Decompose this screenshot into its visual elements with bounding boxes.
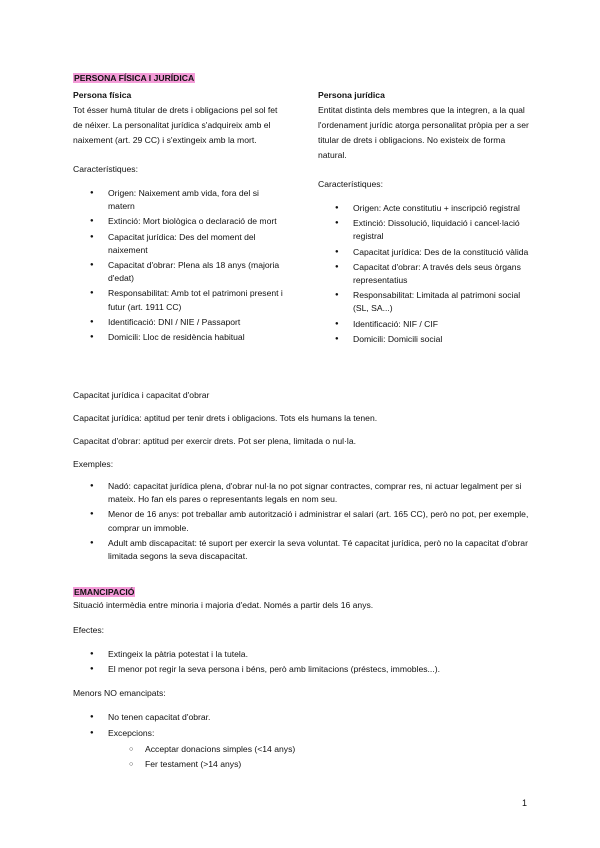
list-item: ● Origen: Naixement amb vida, fora del si matern <box>73 187 288 213</box>
list-item: ● Responsabilitat: Limitada al patrimoni social (SL, SA...) <box>318 289 533 315</box>
list-item: ● Domicili: Lloc de residència habitual <box>73 331 288 344</box>
list-item: ● Nadó: capacitat jurídica plena, d'obrar nul·la no pot signar contractes, comprar res, ni actuar legalment per si mateix. Ho fan els pares o representants legals en nom seu. <box>73 480 533 506</box>
list-item: ● Excepcions: <box>73 727 533 740</box>
list-item: ● Capacitat jurídica: Des del moment del naixement <box>73 231 288 257</box>
list-item: ● Menor de 16 anys: pot treballar amb autorització i administrar el salari (art. 165 CC), però no pot, per exemple, comprar un immoble. <box>73 508 533 534</box>
minors-list <box>73 711 533 739</box>
capacitat-juridica-text: Capacitat jurídica: aptitud per tenir drets i obligacions. Tots els humans la tenen. <box>73 413 378 423</box>
persona-juridica-definition: Entitat distinta dels membres que la integren, a la qual l'ordenament jurídic atorga personalitat pròpia per a ser titular de drets i obligacions. No existeix de forma natural. <box>318 105 529 160</box>
characteristics-label: Característiques: <box>73 164 138 174</box>
effects-list <box>73 648 533 676</box>
persona-fisica-list <box>73 187 288 344</box>
list-item: ● Extinció: Dissolució, liquidació i cancel·lació registral <box>318 217 533 243</box>
persona-juridica-title: Persona jurídica <box>318 90 385 100</box>
list-item: ● Origen: Acte constitutiu + inscripció registral <box>318 202 533 215</box>
persona-juridica-list <box>318 202 533 346</box>
capacitat-obrar-text: Capacitat d'obrar: aptitud per exercir drets. Pot ser plena, limitada o nul·la. <box>73 436 356 446</box>
effects-label: Efectes: <box>73 625 105 635</box>
examples-label: Exemples: <box>73 459 114 469</box>
persona-fisica-definition: Tot ésser humà titular de drets i obligacions pel sol fet de néixer. La personalitat jurídica s'adquireix amb el naixement (art. 29 CC) i s'extingeix amb la mort. <box>73 105 278 145</box>
section-heading-emancipacio <box>73 586 135 598</box>
list-item: ● Adult amb discapacitat: té suport per exercir la seva voluntat. Té capacitat jurídica, però no la capacitat d'obrar limitada segons la seva discapacitat. <box>73 537 533 563</box>
list-item: ● Identificació: NIF / CIF <box>318 318 533 331</box>
list-item: ● Domicili: Domicili social <box>318 333 533 346</box>
list-item: ● Extingeix la pàtria potestat i la tutela. <box>73 648 533 661</box>
minors-label: Menors NO emancipats: <box>73 688 166 699</box>
list-item: ○ Acceptar donacions simples (<14 anys) <box>73 742 533 757</box>
exceptions-list <box>73 742 533 772</box>
persona-fisica-column <box>73 88 288 346</box>
capacitat-section <box>73 388 533 565</box>
list-item: ● Responsabilitat: Amb tot el patrimoni present i futur (art. 1911 CC) <box>73 287 288 313</box>
list-item: ● El menor pot regir la seva persona i béns, però amb limitacions (préstecs, immobles...). <box>73 663 533 676</box>
examples-list <box>73 480 533 563</box>
capacitat-title: Capacitat jurídica i capacitat d'obrar <box>73 390 210 400</box>
persona-fisica-title: Persona física <box>73 90 132 100</box>
list-item: ● Extinció: Mort biològica o declaració de mort <box>73 215 288 228</box>
emancipacio-section <box>73 598 533 772</box>
heading-highlight: PERSONA FÍSICA I JURÍDICA <box>74 73 195 83</box>
list-item: ● Capacitat jurídica: Des de la constitució vàlida <box>318 246 533 259</box>
characteristics-label: Característiques: <box>318 179 383 189</box>
list-item: ○ Fer testament (>14 anys) <box>73 757 533 772</box>
emancipacio-definition: Situació intermèdia entre minoria i majoria d'edat. Només a partir dels 16 anys. <box>73 600 374 610</box>
heading-highlight: EMANCIPACIÓ <box>74 587 135 597</box>
persona-juridica-column <box>318 88 533 348</box>
section-heading-persona <box>73 72 195 84</box>
list-item: ● Capacitat d'obrar: Plena als 18 anys (majoria d'edat) <box>73 259 288 285</box>
page-number: 1 <box>521 798 527 808</box>
list-item: ● Capacitat d'obrar: A través dels seus òrgans representatius <box>318 261 533 287</box>
list-item: ● No tenen capacitat d'obrar. <box>73 711 533 724</box>
list-item: ● Identificació: DNI / NIE / Passaport <box>73 316 288 329</box>
